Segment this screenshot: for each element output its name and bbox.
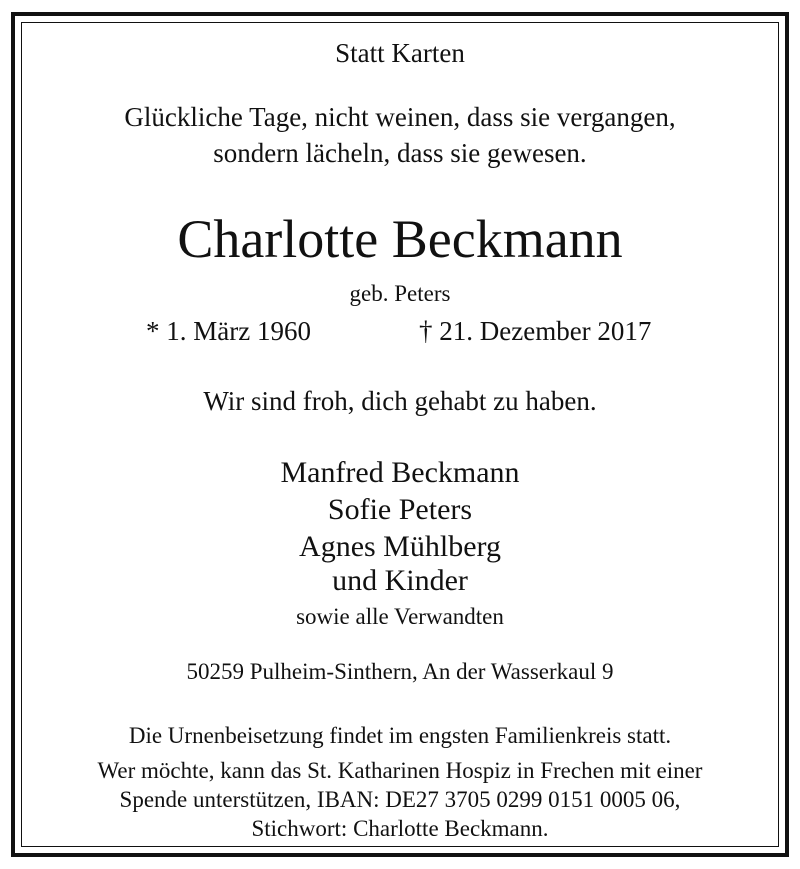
donation-note-line: Wer möchte, kann das St. Katharinen Hospiz in Frechen mit einer (97, 758, 703, 783)
donation-note-line: Spende unterstützen, IBAN: DE27 3705 0299 0151 0005 06, (119, 787, 681, 812)
mourner-name: Sofie Peters (327, 493, 473, 526)
burial-note: Die Urnenbeisetzung findet im engsten Familienkreis statt. (128, 723, 672, 748)
mourner-name: Agnes Mühlberg (299, 530, 501, 563)
family-address: 50259 Pulheim-Sinthern, An der Wasserkaul 9 (186, 659, 614, 684)
relatives-line: sowie alle Verwandten (296, 604, 504, 629)
donation-note-line: Stichwort: Charlotte Beckmann. (251, 816, 549, 841)
mourner-name: Manfred Beckmann (280, 456, 520, 489)
mourner-name: und Kinder (332, 564, 468, 597)
obituary-frame (11, 12, 789, 857)
quote-line-1: Glückliche Tage, nicht weinen, dass sie vergangen, (124, 102, 676, 132)
quote-line-2: sondern lächeln, dass sie gewesen. (213, 138, 587, 168)
deceased-name: Charlotte Beckmann (177, 209, 623, 269)
notice-header: Statt Karten (335, 38, 465, 68)
farewell-phrase: Wir sind froh, dich gehabt zu haben. (203, 386, 597, 416)
death-date: † 21. Dezember 2017 (419, 316, 652, 346)
birth-date: * 1. März 1960 (146, 316, 311, 346)
maiden-name: geb. Peters (349, 281, 451, 306)
